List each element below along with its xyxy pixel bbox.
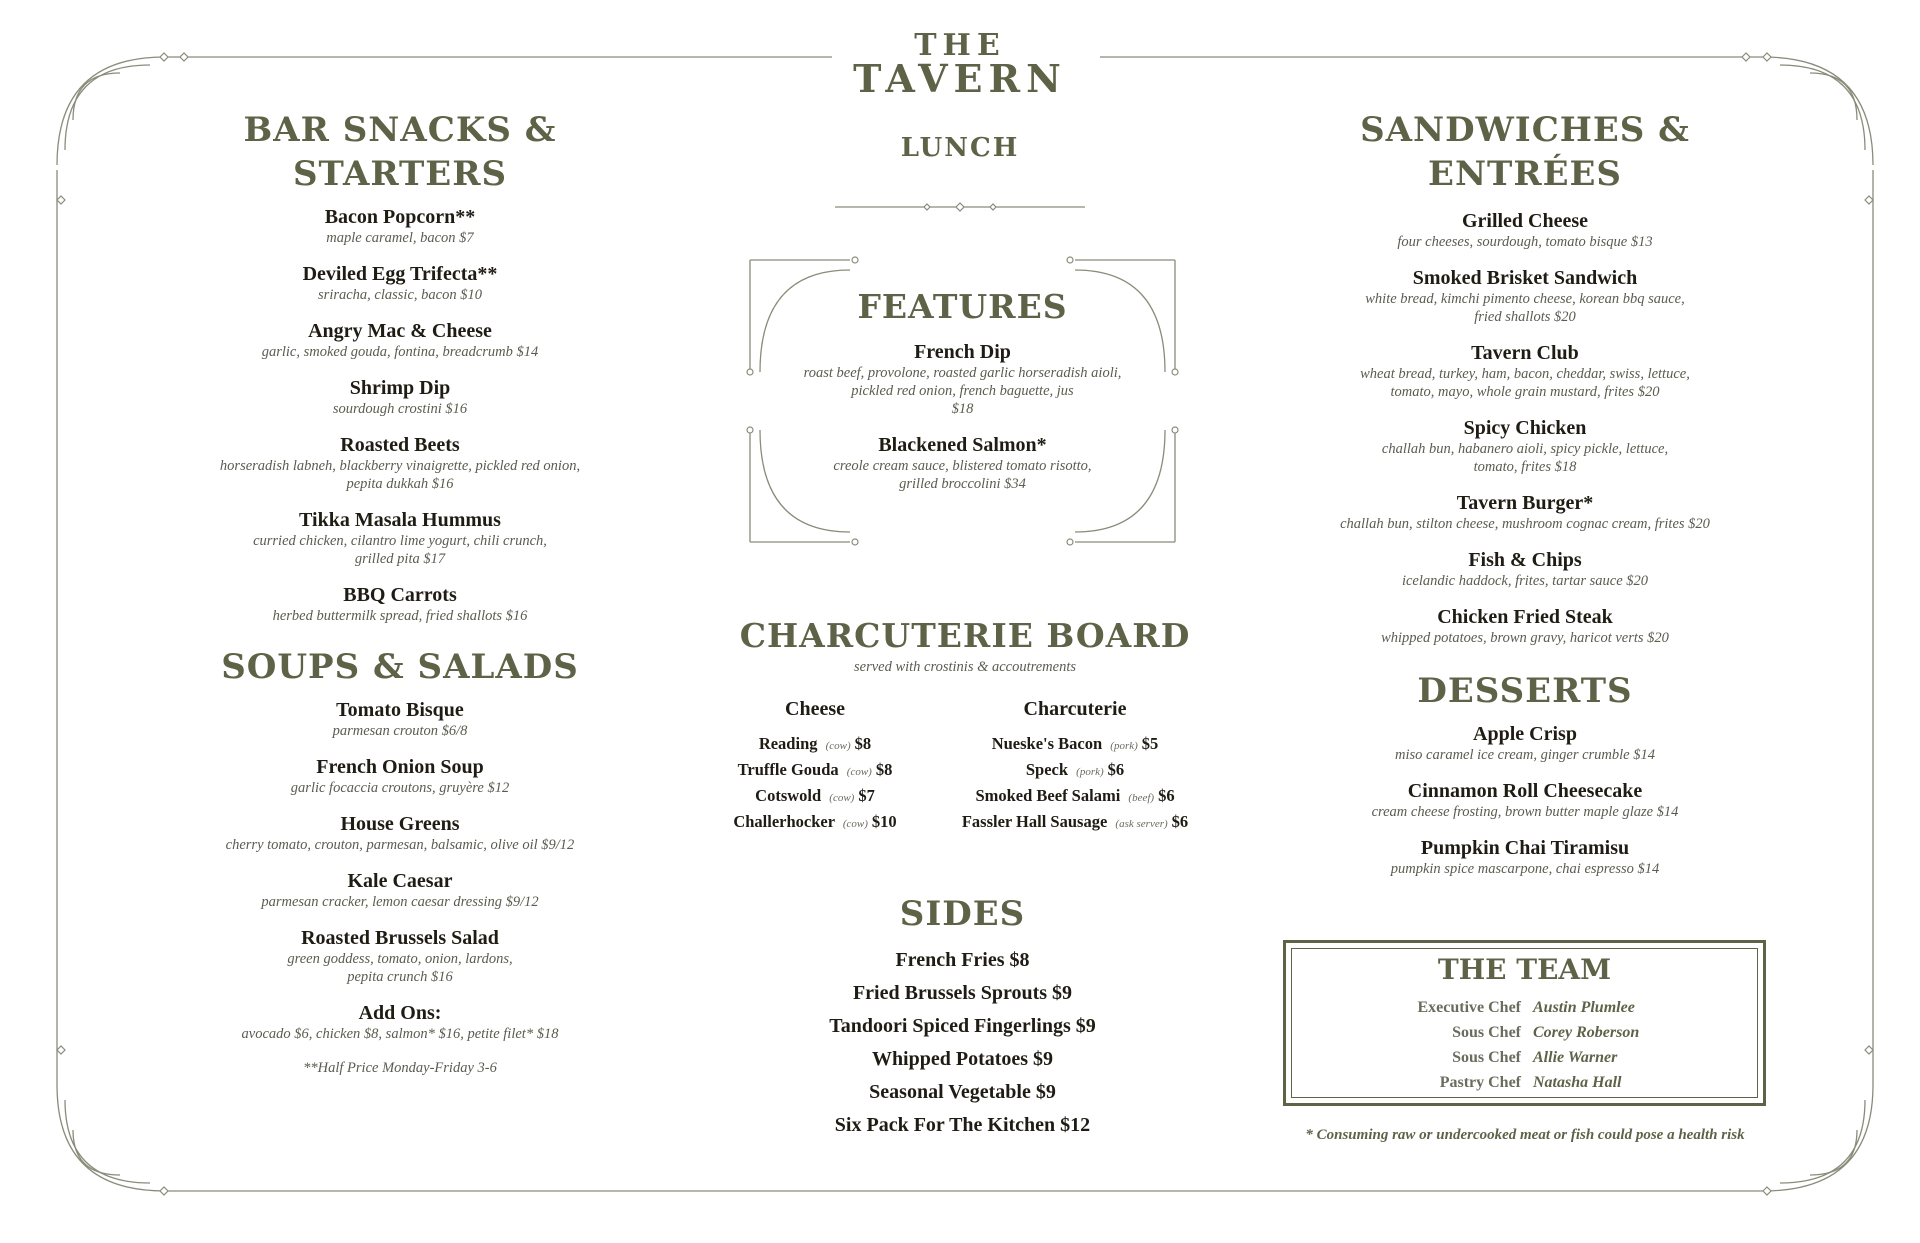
charcuterie-name: Reading <box>758 734 818 753</box>
menu-item-description: pumpkin spice mascarpone, chai espresso $14 <box>1390 861 1660 877</box>
charcuterie-row <box>705 810 925 836</box>
menu-item-name: Apple Crisp <box>1473 723 1577 745</box>
menu-item <box>1270 210 1780 251</box>
menu-item-description: herbed buttermilk spread, fried shallots $16 <box>272 608 528 624</box>
team-name: Corey Roberson <box>1533 1024 1640 1041</box>
team-role: Sous Chef <box>1452 1049 1521 1066</box>
menu-item-name: Angry Mac & Cheese <box>308 320 492 342</box>
menu-item <box>150 699 650 740</box>
charcuterie-price: $8 <box>875 760 893 779</box>
sides-title: SIDES <box>899 894 1026 934</box>
menu-item-name: Blackened Salmon* <box>878 434 1047 456</box>
charcuterie-title: CHARCUTERIE BOARD <box>739 616 1191 655</box>
charcuterie-tag: (pork) <box>1110 740 1138 752</box>
soups-salads-list <box>150 699 650 1043</box>
side-item: Six Pack For The Kitchen $12 <box>834 1114 1091 1136</box>
menu-item-name: Cinnamon Roll Cheesecake <box>1407 780 1643 802</box>
team-name: Allie Warner <box>1533 1049 1618 1066</box>
menu-item-description: green goddess, tomato, onion, lardons, pepita crunch $16 <box>287 951 513 985</box>
side-item: Whipped Potatoes $9 <box>871 1048 1054 1070</box>
team-role: Pastry Chef <box>1439 1074 1521 1091</box>
desserts-list <box>1270 723 1780 878</box>
menu-item-description: challah bun, stilton cheese, mushroom cognac cream, frites $20 <box>1340 516 1710 532</box>
menu-item-name: Fish & Chips <box>1468 549 1582 571</box>
sides-section <box>760 892 1165 1142</box>
team-role: Executive Chef <box>1417 999 1521 1016</box>
menu-item-description: parmesan cracker, lemon caesar dressing $9/12 <box>261 894 539 910</box>
soups-salads-title: SOUPS & SALADS <box>221 647 579 687</box>
team-member <box>1286 1020 1763 1045</box>
menu-item-description: sourdough crostini $16 <box>332 401 468 417</box>
menu-item-description: cherry tomato, crouton, parmesan, balsamic, olive oil $9/12 <box>225 837 575 853</box>
side-item: French Fries $8 <box>895 949 1030 971</box>
team-title: THE TEAM <box>1437 953 1612 986</box>
menu-item-description: garlic, smoked gouda, fontina, breadcrumb $14 <box>261 344 539 360</box>
cheese-list <box>705 732 925 836</box>
menu-item-description: white bread, kimchi pimento cheese, korean bbq sauce, fried shallots $20 <box>1365 291 1685 325</box>
charcuterie-row <box>705 732 925 758</box>
menu-item <box>1270 549 1780 590</box>
sandwiches-list <box>1270 210 1780 647</box>
logo-tavern: TAVERN <box>853 56 1067 101</box>
menu-item-description: cream cheese frosting, brown butter maple glaze $14 <box>1371 804 1679 820</box>
menu-item <box>150 927 650 986</box>
charcuterie-tag: (ask server) <box>1115 818 1168 830</box>
menu-item <box>150 756 650 797</box>
menu-item-name: House Greens <box>340 813 460 835</box>
menu-item-name: Bacon Popcorn** <box>324 206 476 228</box>
menu-item-name: Roasted Brussels Salad <box>301 927 499 949</box>
team-role: Sous Chef <box>1452 1024 1521 1041</box>
team-box <box>1283 940 1766 1106</box>
charcuterie-price: $8 <box>854 734 872 753</box>
charcuterie-name: Smoked Beef Salami <box>975 786 1121 805</box>
charcuterie-price: $10 <box>871 812 897 831</box>
charcuterie-section <box>700 614 1230 676</box>
features-list <box>760 341 1165 493</box>
charcuterie-row <box>935 758 1215 784</box>
menu-item-description: horseradish labneh, blackberry vinaigrette, pickled red onion, pepita dukkah $16 <box>219 458 581 492</box>
team-name: Natasha Hall <box>1533 1074 1622 1091</box>
menu-item <box>760 434 1165 493</box>
menu-item-name: Pumpkin Chai Tiramisu <box>1420 837 1630 859</box>
charcuterie-name: Fassler Hall Sausage <box>961 812 1108 831</box>
menu-item <box>1270 723 1780 764</box>
menu-item <box>1270 780 1780 821</box>
menu-item-description: four cheeses, sourdough, tomato bisque $13 <box>1397 234 1653 250</box>
charcuterie-row <box>705 784 925 810</box>
menu-item-description: wheat bread, turkey, ham, bacon, cheddar, swiss, lettuce, tomato, mayo, whole grain mustard, frites $20 <box>1360 366 1690 400</box>
menu-item-name: Tikka Masala Hummus <box>299 509 501 531</box>
menu-item <box>1270 417 1780 476</box>
bar-snacks-title: BAR SNACKS & STARTERS <box>243 110 557 194</box>
charcuterie-name: Challerhocker <box>733 812 835 831</box>
menu-item-description: creole cream sauce, blistered tomato risotto, grilled broccolini $34 <box>833 458 1092 492</box>
charcuterie-heading: Charcuterie <box>1023 698 1127 720</box>
charcuterie-tag: (cow) <box>842 818 868 830</box>
team-member <box>1286 1045 1763 1070</box>
menu-item-name: Tavern Burger* <box>1456 492 1594 514</box>
charcuterie-tag: (beef) <box>1128 792 1155 804</box>
left-column <box>150 108 650 1077</box>
charcuterie-row <box>935 810 1215 836</box>
menu-item <box>150 813 650 854</box>
menu-item-name: Tomato Bisque <box>336 699 464 721</box>
charcuterie-price: $6 <box>1158 786 1175 805</box>
bar-snacks-list <box>150 206 650 625</box>
menu-item <box>760 341 1165 418</box>
menu-item-description: sriracha, classic, bacon $10 <box>318 287 482 303</box>
team-name: Austin Plumlee <box>1533 999 1635 1016</box>
charcuterie-row <box>935 732 1215 758</box>
side-item: Seasonal Vegetable $9 <box>869 1081 1056 1103</box>
menu-item <box>150 263 650 304</box>
charcuterie-row <box>935 784 1215 810</box>
menu-item <box>1270 837 1780 878</box>
charcuterie-name: Speck <box>1025 760 1069 779</box>
menu-item <box>1270 492 1780 533</box>
menu-item-description: whipped potatoes, brown gravy, haricot verts $20 <box>1381 630 1669 646</box>
menu-item-description: maple caramel, bacon $7 <box>326 230 474 246</box>
menu-item-name: Add Ons: <box>358 1002 442 1024</box>
menu-item <box>150 509 650 568</box>
team-member <box>1286 995 1763 1020</box>
charcuterie-tag: (cow) <box>825 740 851 752</box>
menu-item-name: Grilled Cheese <box>1461 210 1589 232</box>
charcuterie-row <box>705 758 925 784</box>
menu-item-name: Roasted Beets <box>340 434 460 456</box>
menu-item-description: miso caramel ice cream, ginger crumble $14 <box>1394 747 1655 763</box>
menu-item-description: roast beef, provolone, roasted garlic horseradish aioli, pickled red onion, french baguette, jus $18 <box>803 365 1122 417</box>
charcuterie-price: $7 <box>858 786 875 805</box>
menu-item-name: French Dip <box>914 341 1011 363</box>
menu-item-name: BBQ Carrots <box>343 584 457 606</box>
right-column <box>1270 108 1780 894</box>
menu-item <box>150 870 650 911</box>
meat-list <box>935 732 1215 836</box>
menu-item <box>150 377 650 418</box>
menu-item-name: Spicy Chicken <box>1463 417 1587 439</box>
side-item: Tandoori Spiced Fingerlings $9 <box>829 1015 1096 1037</box>
cheese-heading: Cheese <box>785 698 845 720</box>
menu-item <box>150 320 650 361</box>
menu-item-description: icelandic haddock, frites, tartar sauce $20 <box>1401 573 1649 589</box>
menu-item <box>150 584 650 625</box>
side-item: Fried Brussels Sprouts $9 <box>852 982 1073 1004</box>
charcuterie-subtitle: served with crostinis & accoutrements <box>853 659 1077 675</box>
menu-item-name: Shrimp Dip <box>349 377 451 399</box>
charcuterie-name: Nueske's Bacon <box>991 734 1103 753</box>
sides-list <box>760 944 1165 1142</box>
health-disclaimer: * Consuming raw or undercooked meat or fish could pose a health risk <box>1305 1127 1745 1143</box>
menu-item <box>150 206 650 247</box>
team-list <box>1286 995 1763 1095</box>
charcuterie-price: $6 <box>1171 812 1189 831</box>
menu-item-description: avocado $6, chicken $8, salmon* $16, petite filet* $18 <box>241 1026 559 1042</box>
menu-item-description: curried chicken, cilantro lime yogurt, chili crunch, grilled pita $17 <box>253 533 547 567</box>
meal-label: LUNCH <box>900 133 1020 163</box>
half-price-note: **Half Price Monday-Friday 3-6 <box>303 1060 497 1076</box>
menu-item-name: Deviled Egg Trifecta** <box>302 263 498 285</box>
menu-item-name: Smoked Brisket Sandwich <box>1412 267 1638 289</box>
menu-item-name: Kale Caesar <box>347 870 453 892</box>
charcuterie-tag: (cow) <box>829 792 855 804</box>
logo-the: THE <box>914 28 1006 63</box>
menu-item-description: parmesan crouton $6/8 <box>332 723 468 739</box>
features-title: FEATURES <box>857 287 1068 326</box>
menu-item <box>1270 606 1780 647</box>
features-section <box>760 285 1165 509</box>
menu-item-description: garlic focaccia croutons, gruyère $12 <box>290 780 510 796</box>
menu-item-name: French Onion Soup <box>316 756 484 778</box>
charcuterie-tag: (cow) <box>846 766 872 778</box>
charcuterie-name: Cotswold <box>755 786 822 805</box>
charcuterie-price: $6 <box>1107 760 1125 779</box>
menu-item-name: Tavern Club <box>1471 342 1579 364</box>
menu-item-name: Chicken Fried Steak <box>1437 606 1613 628</box>
menu-item-description: challah bun, habanero aioli, spicy pickle, lettuce, tomato, frites $18 <box>1381 441 1669 475</box>
charcuterie-name: Truffle Gouda <box>737 760 839 779</box>
team-member <box>1286 1070 1763 1095</box>
menu-item <box>1270 342 1780 401</box>
menu-item <box>150 434 650 493</box>
desserts-title: DESSERTS <box>1417 671 1633 711</box>
charcuterie-tag: (pork) <box>1076 766 1104 778</box>
charcuterie-price: $5 <box>1141 734 1159 753</box>
sandwiches-title: SANDWICHES & ENTRÉES <box>1360 110 1690 194</box>
menu-item <box>150 1002 650 1043</box>
menu-item <box>1270 267 1780 326</box>
